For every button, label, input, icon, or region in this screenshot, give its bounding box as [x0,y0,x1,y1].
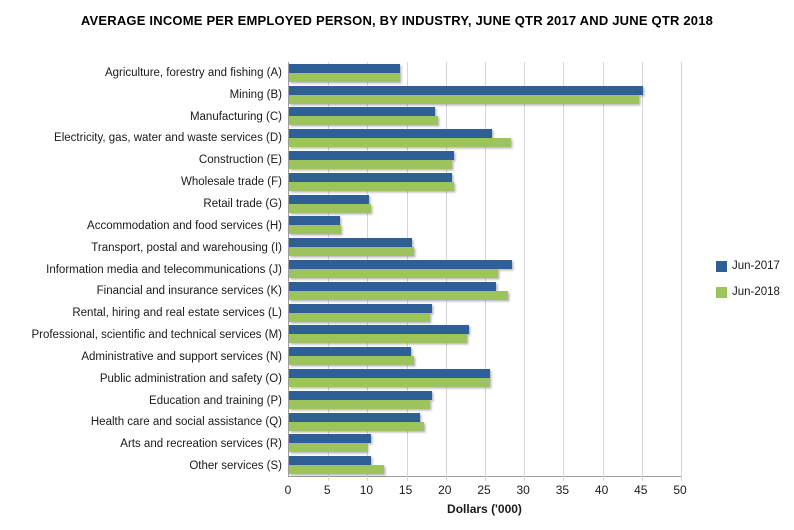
x-tick-label: 25 [477,483,491,497]
category-label: Arts and recreation services (R) [120,438,282,451]
x-tick-label: 5 [323,483,331,497]
bar-jun-2017 [289,304,432,313]
bar-jun-2017 [289,391,432,400]
bar-jun-2017 [289,369,490,378]
category-label: Information media and telecommunications (J) [46,263,282,276]
bar-jun-2018 [289,138,511,147]
plot-area [288,62,681,477]
bar-jun-2018 [289,378,490,387]
bar-pair-row [289,127,681,149]
x-axis-title: Dollars ('000) [447,502,522,516]
category-label: Mining (B) [229,88,282,101]
bar-pair-row [289,106,681,128]
legend [716,260,780,312]
bar-jun-2017 [289,434,371,443]
category-label: Public administration and safety (O) [99,372,282,385]
bar-pair-row [289,389,681,411]
legend-swatch-jun-2018 [716,287,727,298]
category-label: Financial and insurance services (K) [96,285,282,298]
bar-jun-2017 [289,413,420,422]
bar-jun-2017 [289,216,340,225]
bar-jun-2017 [289,64,400,73]
category-label: Retail trade (G) [203,197,282,210]
bar-pair-row [289,324,681,346]
x-tick-label: 20 [438,483,452,497]
bar-pair-row [289,84,681,106]
bar-jun-2018 [289,160,452,169]
category-label: Rental, hiring and real estate services (L) [72,307,282,320]
legend-label: Jun-2017 [732,260,780,272]
x-tick-label: 40 [594,483,609,497]
bar-jun-2018 [289,95,639,104]
bar-pair-row [289,149,681,171]
x-tick-label: 15 [398,483,413,497]
x-tick-label: 50 [673,483,687,497]
bar-jun-2018 [289,225,341,234]
bar-jun-2017 [289,195,369,204]
category-label: Education and training (P) [149,394,282,407]
bar-pair-row [289,345,681,367]
bar-jun-2017 [289,282,496,291]
bar-jun-2017 [289,238,412,247]
bar-jun-2017 [289,173,452,182]
x-tick-label: 35 [555,483,570,497]
category-label: Manufacturing (C) [189,110,282,123]
bar-pair-row [289,302,681,324]
bar-jun-2018 [289,291,508,300]
category-label: Accommodation and food services (H) [87,219,282,232]
legend-swatch-jun-2017 [716,261,727,272]
x-tick-label: 10 [359,483,374,497]
bar-jun-2018 [289,116,438,125]
bar-jun-2017 [289,260,512,269]
bar-jun-2017 [289,325,469,334]
x-tick-label: 30 [516,483,530,497]
category-label: Administrative and support services (N) [81,350,282,363]
legend-item [716,260,780,272]
bar-jun-2018 [289,400,430,409]
x-tick-label: 45 [634,483,648,497]
bar-pair-row [289,454,681,476]
category-label: Health care and social assistance (Q) [90,416,282,429]
bar-jun-2018 [289,334,467,343]
bar-pair-row [289,193,681,215]
category-label: Agriculture, forestry and fishing (A) [104,66,282,79]
bar-jun-2018 [289,465,384,474]
category-label: Professional, scientific and technical services (M) [31,329,282,342]
bar-jun-2017 [289,456,371,465]
category-label: Electricity, gas, water and waste services (D) [54,132,282,145]
bar-jun-2017 [289,107,435,116]
gridline [681,62,682,481]
chart-title: AVERAGE INCOME PER EMPLOYED PERSON, BY INDUSTRY, JUNE QTR 2017 AND JUNE QTR 2018 [80,13,714,28]
bar-rows [289,62,681,476]
category-label: Wholesale trade (F) [181,176,282,189]
bar-jun-2017 [289,86,643,95]
bar-pair-row [289,236,681,258]
bar-jun-2017 [289,151,454,160]
bar-jun-2018 [289,356,414,365]
bar-jun-2018 [289,73,400,82]
bar-jun-2018 [289,422,424,431]
bar-jun-2018 [289,313,430,322]
bar-jun-2017 [289,129,492,138]
x-tick-label: 0 [284,483,292,497]
bar-pair-row [289,280,681,302]
bar-jun-2017 [289,347,411,356]
bar-jun-2018 [289,204,371,213]
bar-pair-row [289,62,681,84]
bar-jun-2018 [289,443,367,452]
bar-pair-row [289,171,681,193]
category-label: Other services (S) [189,460,282,473]
legend-label: Jun-2018 [732,286,780,298]
bar-pair-row [289,215,681,237]
bar-pair-row [289,367,681,389]
category-label: Construction (E) [198,154,282,167]
bar-jun-2018 [289,182,454,191]
bar-pair-row [289,433,681,455]
category-label: Transport, postal and warehousing (I) [91,241,282,254]
bar-pair-row [289,258,681,280]
legend-item [716,286,780,298]
bar-pair-row [289,411,681,433]
bar-jun-2018 [289,269,498,278]
bar-jun-2018 [289,247,414,256]
category-axis-labels [0,62,282,477]
